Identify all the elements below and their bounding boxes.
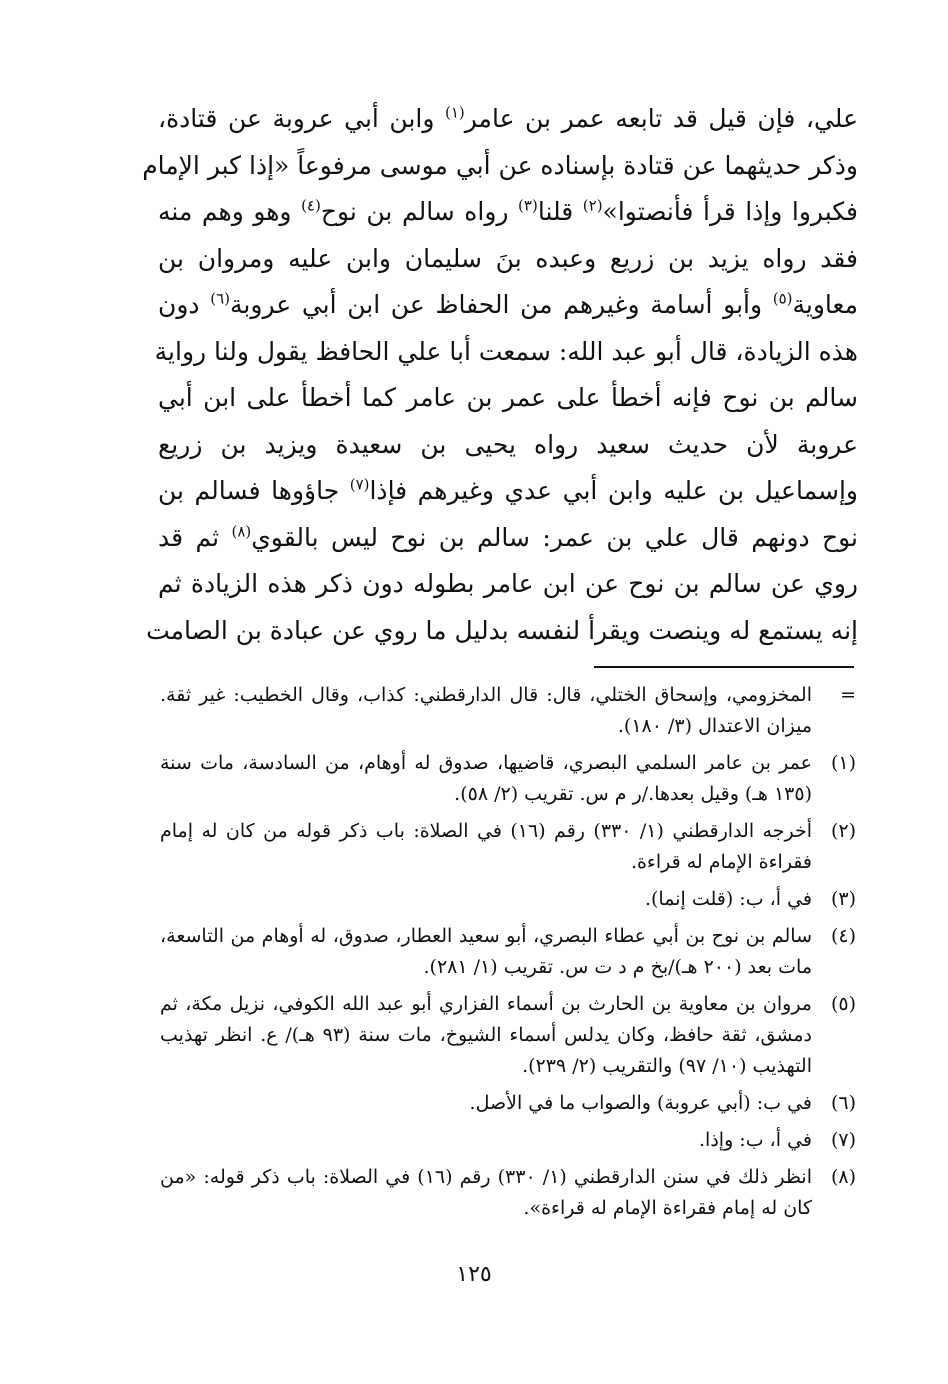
text-segment: عروبة لأن حديث سعيد رواه يحيى بن سعيدة ويزيد بن زريع bbox=[158, 429, 858, 459]
text-segment: وأبو أسامة وغيرهم من الحفاظ عن ابن أبي عروبة bbox=[230, 290, 773, 319]
footnote bbox=[160, 1162, 856, 1224]
footnote-text: انظر ذلك في سنن الدارقطني (١/ ٣٣٠) رقم (١٦) في الصلاة: باب ذكر قوله: «من كان له إمام فقراءة الإمام له قراءة». bbox=[160, 1166, 812, 1219]
text-segment: روي عن سالم بن نوح عن ابن عامر بطوله دون ذكر هذه الزيادة ثم bbox=[158, 569, 858, 598]
text-line bbox=[146, 608, 858, 655]
footnote-text: سالم بن نوح بن أبي عطاء البصري، أبو سعيد العطار، صدوق، له أوهام من التاسعة، مات بعد (٢٠٠ هـ)/بخ م د ت س. تقريب (١/ ٢٨١). bbox=[160, 925, 812, 978]
text-segment: ثم قد bbox=[158, 522, 232, 552]
footnote bbox=[160, 1088, 856, 1119]
footnote-separator bbox=[594, 666, 854, 668]
footnote-number: (٥) bbox=[830, 993, 856, 1015]
text-segment: وهو وهم منه bbox=[158, 197, 302, 226]
footnote-number: (٧) bbox=[830, 1129, 856, 1151]
text-line bbox=[158, 422, 858, 469]
footnote-text: مروان بن معاوية بن الحارث بن أسماء الفزاري أبو عبد الله الكوفي، نزيل مكة، ثم دمشق، ثقة حافظ، وكان يدلس أسماء الشيوخ، مات سنة (٩٣ هـ)/ ع. انظر تهذيب التهذيب (١٠/ ٩٧) والتقريب (٢/ ٢٣٩). bbox=[160, 993, 812, 1077]
footnote-marker: (٣) bbox=[518, 196, 538, 215]
footnote-text: في ب: (أبي عروبة) والصواب ما في الأصل. bbox=[469, 1092, 812, 1114]
text-segment: وابن أبي عروبة عن قتادة، bbox=[158, 104, 445, 133]
text-segment: سالم بن نوح فإنه أخطأ على عمر بن عامر كما أخطأ على ابن أبي bbox=[158, 383, 858, 412]
footnote-marker: (١) bbox=[444, 103, 465, 122]
main-text bbox=[142, 96, 858, 654]
footnote-text: المخزومي، وإسحاق الختلي، قال: قال الدارقطني: كذاب، وقال الخطيب: غير ثقة. ميزان الاعتدال (٣/ ١٨٠). bbox=[160, 684, 812, 737]
footnote-number: (٤) bbox=[830, 925, 856, 947]
text-line bbox=[158, 468, 858, 515]
footnote-text: في أ، ب: (قلت إنما). bbox=[644, 888, 812, 910]
footnote-number: = bbox=[840, 684, 856, 706]
text-segment: معاوية bbox=[792, 290, 858, 319]
text-line bbox=[158, 561, 858, 608]
footnote-number: (٢) bbox=[830, 820, 856, 842]
footnote-marker: (٥) bbox=[772, 289, 793, 308]
text-segment: فكبروا وإذا قرأ فأنصتوا» bbox=[602, 197, 858, 226]
text-segment: قلنا bbox=[537, 197, 583, 226]
footnote-text: في أ، ب: وإذا. bbox=[699, 1129, 812, 1151]
text-line bbox=[158, 375, 858, 422]
footnote-number: (٦) bbox=[830, 1092, 856, 1114]
text-segment: رواه سالم بن نوح bbox=[320, 197, 519, 226]
footnote bbox=[160, 748, 856, 810]
footnote-text: أخرجه الدارقطني (١/ ٣٣٠) رقم (١٦) في الصلاة: باب ذكر قوله من كان له إمام فقراءة الإمام له قراءة. bbox=[160, 820, 812, 873]
text-line bbox=[158, 282, 858, 329]
footnote-marker: (٨) bbox=[231, 522, 252, 541]
footnote-number: (٨) bbox=[830, 1166, 856, 1188]
text-segment: هذه الزيادة، قال أبو عبد الله: سمعت أبا علي الحافظ يقول ولنا رواية bbox=[154, 336, 858, 366]
text-segment: وإسماعيل بن عليه وابن أبي عدي وغيرهم فإذا bbox=[369, 476, 858, 505]
footnote-number: (٣) bbox=[830, 888, 856, 910]
footnote-marker: (٧) bbox=[349, 475, 370, 494]
footnote-marker: (٤) bbox=[301, 196, 321, 215]
text-line bbox=[158, 236, 858, 283]
footnote bbox=[160, 921, 856, 983]
text-segment: وذكر حديثهما عن قتادة بإسناده عن أبي موسى مرفوعاً «إذا كبر الإمام bbox=[142, 150, 858, 180]
text-line bbox=[158, 96, 858, 143]
text-segment: علي، فإن قيل قد تابعه عمر بن عامر bbox=[464, 104, 858, 133]
text-segment: دون bbox=[158, 290, 211, 319]
footnote bbox=[160, 680, 856, 742]
footnote bbox=[160, 989, 856, 1082]
footnote-marker: (٦) bbox=[210, 289, 231, 308]
text-segment: جاؤوها فسالم بن bbox=[158, 476, 350, 505]
text-line bbox=[158, 189, 858, 236]
page-number: ١٢٥ bbox=[456, 1262, 492, 1287]
text-segment: إنه يستمع له وينصت ويقرأ لنفسه بدليل ما روي عن عبادة بن الصامت bbox=[146, 615, 858, 645]
text-line bbox=[158, 515, 858, 562]
footnote-marker: (٢) bbox=[582, 196, 603, 215]
text-segment: فقد رواه يزيد بن زريع وعبده بنَ سليمان وابن عليه ومروان بن bbox=[158, 243, 858, 273]
text-line bbox=[142, 143, 858, 190]
text-line bbox=[154, 329, 858, 376]
text-segment: نوح دونهم قال علي بن عمر: سالم بن نوح ليس بالقوي bbox=[251, 522, 858, 552]
footnote bbox=[160, 1125, 856, 1156]
footnote-text: عمر بن عامر السلمي البصري، قاضيها، صدوق له أوهام، من السادسة، مات سنة (١٣٥ هـ) وقيل بعدها./ر م س. تقريب (٢/ ٥٨). bbox=[160, 752, 812, 805]
footnote bbox=[160, 884, 856, 915]
footnotes bbox=[160, 680, 856, 1230]
footnote bbox=[160, 816, 856, 878]
footnote-number: (١) bbox=[830, 752, 856, 774]
